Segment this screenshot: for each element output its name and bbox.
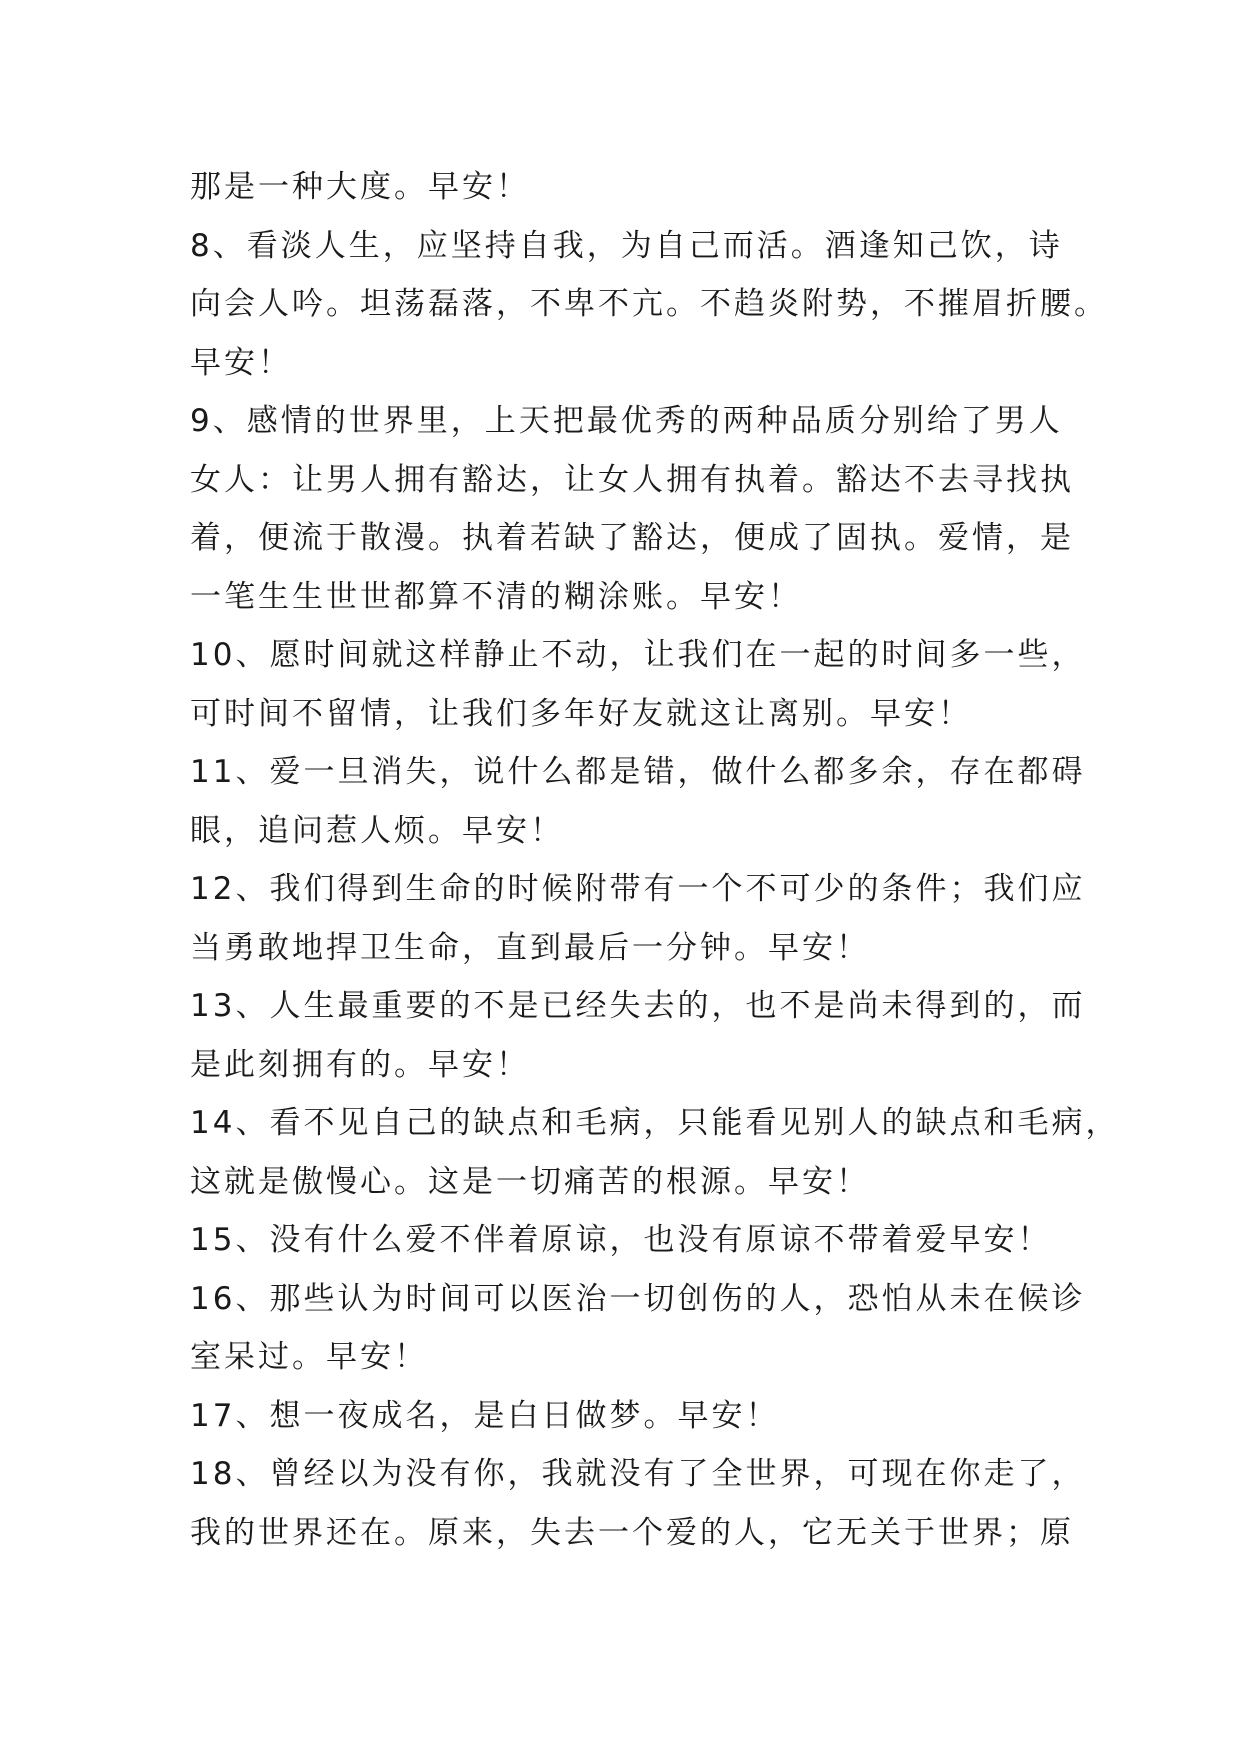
text-line: 10、愿时间就这样静止不动，让我们在一起的时间多一些，: [190, 637, 1086, 673]
text-line: 着，便流于散漫。执着若缺了豁达，便成了固执。爱情，是: [190, 520, 1074, 556]
text-line: 我的世界还在。原来，失去一个爱的人，它无关于世界；原: [190, 1514, 1074, 1551]
text-line: 17、想一夜成名，是白日做梦。早安！: [190, 1397, 780, 1434]
text-line: 一笔生生世世都算不清的糊涂账。早安！: [190, 578, 802, 615]
text-line: 16、那些认为时间可以医治一切创伤的人，恐怕从未在候诊: [190, 1280, 1086, 1317]
text-line: 当勇敢地捍卫生命，直到最后一分钟。早安！: [190, 929, 870, 966]
text-line: 向会人吟。坦荡磊落，不卑不亢。不趋炎附势，不摧眉折腰。: [190, 286, 1108, 322]
text-line: 眼，追问惹人烦。早安！: [190, 812, 564, 849]
text-line: 18、曾经以为没有你，我就没有了全世界，可现在你走了，: [190, 1456, 1086, 1492]
text-line: 11、爱一旦消失，说什么都是错，做什么都多余，存在都碍: [190, 754, 1086, 790]
text-line: 12、我们得到生命的时候附带有一个不可少的条件；我们应: [190, 871, 1086, 907]
text-line: 13、人生最重要的不是已经失去的，也不是尚未得到的，而: [190, 988, 1086, 1024]
text-line: 9、感情的世界里，上天把最优秀的两种品质分别给了男人: [190, 403, 1063, 439]
text-line: 室呆过。早安！: [190, 1339, 428, 1375]
text-line: 早安！: [190, 344, 292, 381]
text-line: 这就是傲慢心。这是一切痛苦的根源。早安！: [190, 1163, 870, 1200]
text-line: 14、看不见自己的缺点和毛病，只能看见别人的缺点和毛病，: [190, 1105, 1120, 1141]
text-line: 是此刻拥有的。早安！: [190, 1046, 530, 1083]
text-line: 那是一种大度。早安！: [190, 169, 530, 205]
text-line: 8、看淡人生，应坚持自我，为自己而活。酒逢知己饮，诗: [190, 227, 1063, 264]
text-line: 女人：让男人拥有豁达，让女人拥有执着。豁达不去寻找执: [190, 461, 1074, 498]
text-line: 15、没有什么爱不伴着原谅，也没有原谅不带着爱早安！: [190, 1222, 1052, 1258]
text-line: 可时间不留情，让我们多年好友就这让离别。早安！: [190, 695, 972, 732]
document-body: [190, 158, 1120, 1562]
